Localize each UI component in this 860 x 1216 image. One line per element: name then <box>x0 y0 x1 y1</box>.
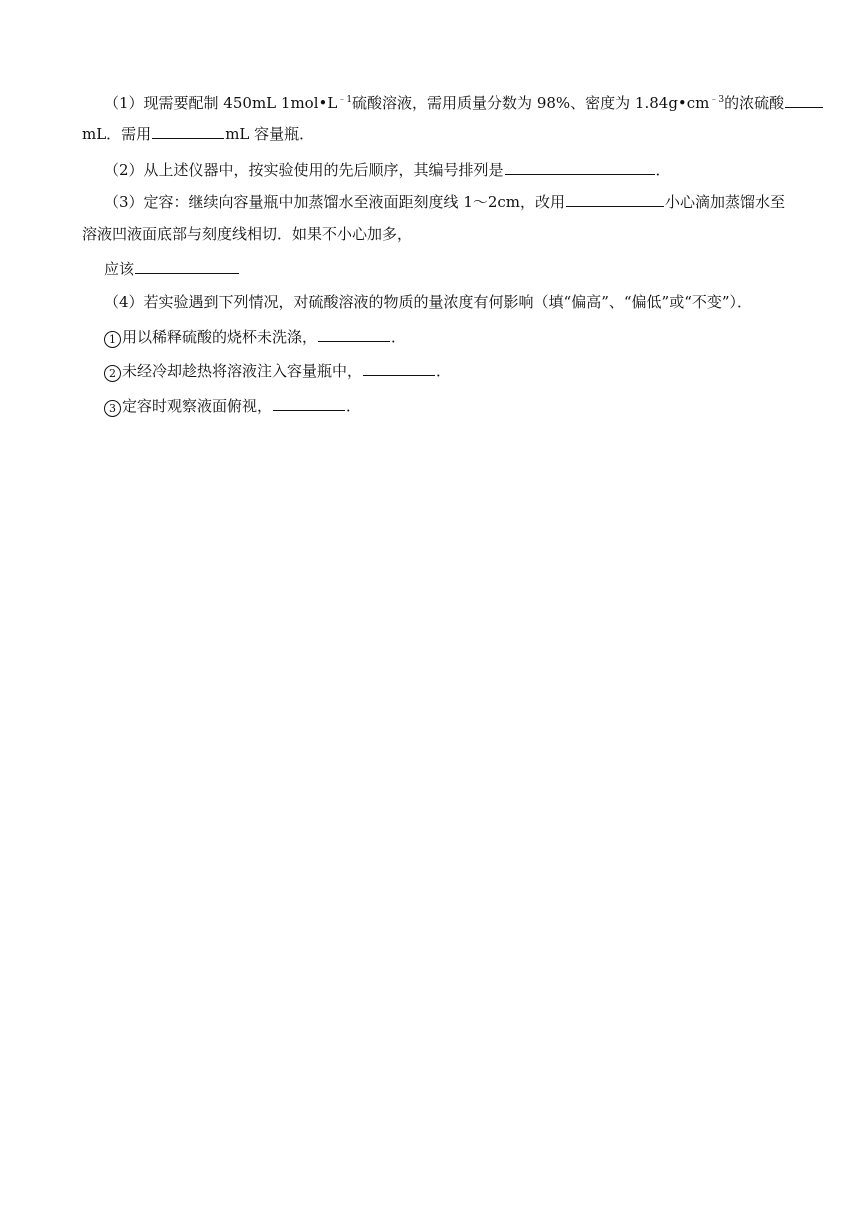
circled-number-1: 1 <box>104 331 121 348</box>
question-2-text: （2）从上述仪器中，按实验使用的先后顺序，其编号排列是 <box>104 161 504 179</box>
question-4-item-3 <box>104 395 361 415</box>
answer-blank-instrument[interactable] <box>566 191 664 207</box>
circled-number-3: 3 <box>104 400 121 417</box>
superscript-unit: ﹣1 <box>337 95 353 105</box>
answer-blank-volume[interactable] <box>785 92 823 108</box>
question-3-line2: 溶液凹液面底部与刻度线相切．如果不小心加多， <box>82 225 413 243</box>
answer-blank-item-3[interactable] <box>273 395 345 411</box>
question-3-text-b: 小心滴加蒸馏水至 <box>665 193 786 211</box>
answer-blank-item-2[interactable] <box>363 360 435 376</box>
question-4-item-1-text: 用以稀释硫酸的烧杯未洗涤， <box>122 328 318 346</box>
question-4-item-1-end: ． <box>391 328 407 346</box>
question-3-line-2 <box>82 224 412 244</box>
question-4-line <box>104 292 752 312</box>
question-4-item-2-end: ． <box>436 362 452 380</box>
question-3-text-a: （3）定容：继续向容量瓶中加蒸馏水至液面距刻度线 1～2cm，改用 <box>104 193 566 211</box>
answer-blank-remedy[interactable] <box>135 258 239 274</box>
question-1-line2-a: mL．需用 <box>82 125 152 143</box>
question-1-line2-b: mL 容量瓶． <box>225 125 315 143</box>
answer-blank-order[interactable] <box>505 159 655 175</box>
question-1-line-2 <box>82 123 314 143</box>
question-3-line-3 <box>104 258 240 278</box>
question-1-tail: 的浓硫酸 <box>724 94 785 112</box>
question-2-line <box>104 159 671 179</box>
question-4-item-3-end: ． <box>346 397 362 415</box>
question-4-item-2-text: 未经冷却趁热将溶液注入容量瓶中， <box>122 362 363 380</box>
question-4-item-1 <box>104 326 406 346</box>
question-3-line3: 应该 <box>104 260 135 278</box>
question-4-text: （4）若实验遇到下列情况，对硫酸溶液的物质的量浓度有何影响（填“偏高”、“偏低”或“不变”）． <box>104 293 753 311</box>
question-4-item-3-text: 定容时观察液面俯视， <box>122 397 273 415</box>
question-3-line-1 <box>104 191 785 211</box>
answer-blank-flask-size[interactable] <box>152 123 224 139</box>
question-1-middle: 硫酸溶液，需用质量分数为 98%、密度为 1.84g•cm <box>352 94 710 112</box>
circled-number-2: 2 <box>104 365 121 382</box>
question-4-item-2 <box>104 360 451 380</box>
question-1-prefix: （1）现需要配制 450mL 1mol•L <box>104 94 338 112</box>
question-1-line-1 <box>104 92 824 112</box>
superscript-unit: ﹣3 <box>709 95 725 105</box>
question-2-end: ． <box>655 161 671 179</box>
answer-blank-item-1[interactable] <box>318 326 390 342</box>
